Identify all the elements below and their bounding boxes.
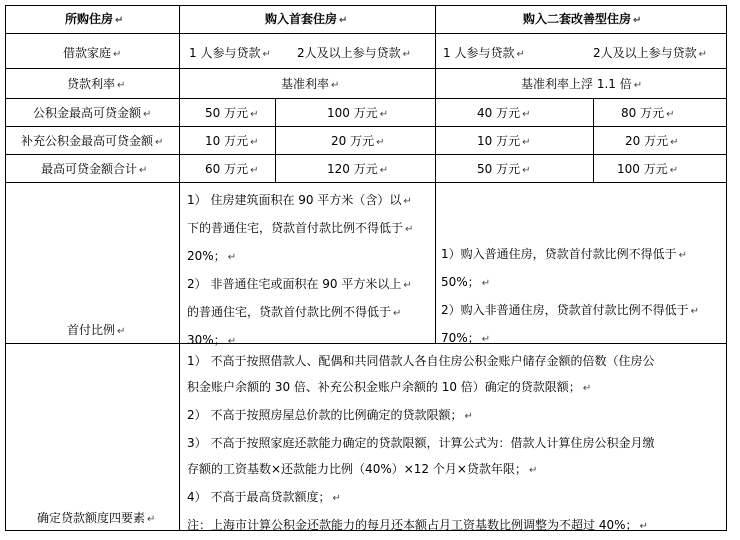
family-second-single-text: 1 人参与贷款 [443, 46, 515, 60]
down-payment-first-line [187, 271, 413, 299]
down-payment-first-home [187, 187, 413, 355]
rate-first-home-text: 基准利率 [281, 77, 330, 91]
down-payment-first-line [187, 215, 413, 243]
spf-max-c-text: 10 万元 [477, 134, 521, 148]
paragraph-mark: ↵ [155, 137, 164, 148]
four-elements-line [187, 456, 654, 484]
paragraph-mark: ↵ [633, 80, 643, 91]
paragraph-mark: ↵ [528, 465, 538, 476]
spf-max-a-text: 10 万元 [205, 134, 249, 148]
dp-first-line-1: 下的普通住宅，贷款首付款比例不得低于 [187, 221, 404, 235]
down-payment-first-line [187, 299, 413, 327]
dp-first-line-3: 2） 非普通住宅或面积在 90 平方米以上 [187, 277, 402, 291]
pf-max-a-text: 50 万元 [205, 106, 249, 120]
family-second-multiple-text: 2人及以上参与贷款 [593, 46, 697, 60]
rate-first-home [281, 77, 339, 93]
paragraph-mark: ↵ [117, 80, 126, 91]
paragraph-mark: ↵ [678, 250, 688, 261]
paragraph-mark: ↵ [379, 165, 389, 176]
down-payment-second-line [441, 297, 699, 325]
total-max-c-text: 50 万元 [477, 162, 521, 176]
pf-max-c-text: 40 万元 [477, 106, 521, 120]
dp-second-line-3: 70%； [441, 331, 480, 345]
down-payment-first-line [187, 187, 413, 215]
down-payment-first-line [187, 243, 413, 271]
paragraph-mark: ↵ [379, 109, 389, 120]
paragraph-mark: ↵ [139, 165, 148, 176]
label-pf-max-text: 公积金最高可贷金额 [33, 106, 142, 120]
header-first-home-text: 购入首套住房 [265, 12, 338, 26]
paragraph-mark: ↵ [464, 411, 473, 422]
family-first-single-text: 1 人参与贷款 [189, 46, 261, 60]
four-elements-line [187, 484, 654, 512]
paragraph-mark: ↵ [403, 196, 412, 207]
rate-second-home [521, 77, 642, 93]
rule [5, 126, 727, 127]
family-first-single [189, 46, 271, 62]
rule [5, 33, 727, 34]
four-elements-line [187, 402, 654, 430]
spf-max-b-text: 20 万元 [331, 134, 375, 148]
total-max-a-text: 60 万元 [205, 162, 249, 176]
label-down-payment [67, 323, 125, 339]
paragraph-mark: ↵ [250, 109, 259, 120]
paragraph-mark: ↵ [339, 15, 348, 26]
total-max-d-text: 100 万元 [617, 162, 668, 176]
paragraph-mark: ↵ [227, 252, 237, 263]
label-loan-rate [67, 77, 125, 93]
elements-line-6: 注：上海市计算公积金还款能力的每月还本额占月工资基数比例调整为不超过 40%； [187, 518, 638, 532]
paragraph-mark: ↵ [250, 137, 259, 148]
paragraph-mark: ↵ [670, 137, 679, 148]
total-max-a [205, 162, 258, 178]
paragraph-mark: ↵ [332, 493, 341, 504]
spf-max-b [331, 134, 384, 150]
pf-max-a [205, 106, 258, 122]
rule [726, 5, 727, 531]
paragraph-mark: ↵ [113, 49, 122, 60]
label-total-max-text: 最高可贷金额合计 [41, 162, 138, 176]
paragraph-mark: ↵ [250, 165, 259, 176]
label-pf-max [33, 106, 151, 122]
paragraph-mark: ↵ [115, 15, 124, 26]
paragraph-mark: ↵ [522, 165, 531, 176]
label-total-max [41, 162, 147, 178]
label-borrowing-family [63, 46, 121, 62]
spf-max-a [205, 134, 258, 150]
four-elements-line [187, 348, 654, 374]
spf-max-d [625, 134, 678, 150]
rule [435, 5, 436, 344]
rule [5, 5, 727, 6]
label-spf-max-text: 补充公积金最高可贷金额 [21, 134, 154, 148]
rule [179, 5, 180, 531]
paragraph-mark: ↵ [481, 278, 491, 289]
elements-line-3: 3） 不高于按照家庭还款能力确定的贷款限额，计算公式为：借款人计算住房公积金月缴 [187, 436, 655, 450]
paragraph-mark: ↵ [403, 280, 412, 291]
down-payment-second-line [441, 269, 699, 297]
down-payment-second-line [441, 241, 699, 269]
label-four-elements-text: 确定贷款额度四要素 [37, 511, 146, 525]
housing-loan-table [5, 5, 727, 531]
rule [593, 98, 594, 183]
four-elements-line [187, 374, 654, 402]
label-loan-rate-text: 贷款利率 [67, 77, 116, 91]
header-housing-type [65, 12, 123, 28]
paragraph-mark: ↵ [117, 326, 126, 337]
rule [275, 98, 276, 183]
total-max-d [617, 162, 678, 178]
family-first-multiple [297, 46, 411, 62]
dp-second-line-0: 1）购入普通住房，贷款首付款比例不得低于 [441, 247, 677, 261]
family-second-multiple [593, 46, 707, 62]
down-payment-second-home [441, 241, 699, 353]
four-elements-text [187, 348, 654, 540]
elements-line-1: 积金账户余额的 30 倍、补充公积金账户余额的 10 倍）确定的贷款限额； [187, 380, 581, 394]
label-spf-max [21, 134, 163, 150]
paragraph-mark: ↵ [262, 49, 271, 60]
paragraph-mark: ↵ [147, 514, 156, 525]
family-first-multiple-text: 2人及以上参与贷款 [297, 46, 401, 60]
dp-second-line-2: 2）购入非普通住房，贷款首付款比例不得低于 [441, 303, 689, 317]
paragraph-mark: ↵ [522, 137, 531, 148]
spf-max-d-text: 20 万元 [625, 134, 669, 148]
dp-first-line-5: 30%； [187, 333, 226, 347]
paragraph-mark: ↵ [143, 109, 152, 120]
dp-first-line-4: 的普通住宅，贷款首付款比例不得低于 [187, 305, 392, 319]
label-borrowing-family-text: 借款家庭 [63, 46, 112, 60]
label-down-payment-text: 首付比例 [67, 323, 116, 337]
rule [5, 182, 727, 183]
elements-line-5: 4） 不高于最高贷款额度； [187, 490, 331, 504]
dp-first-line-2: 20%； [187, 249, 226, 263]
pf-max-c [477, 106, 530, 122]
paragraph-mark: ↵ [393, 308, 402, 319]
paragraph-mark: ↵ [227, 336, 237, 347]
total-max-b [327, 162, 388, 178]
pf-max-b [327, 106, 388, 122]
paragraph-mark: ↵ [405, 224, 414, 235]
header-housing-type-text: 所购住房 [65, 12, 114, 26]
label-four-elements [37, 511, 155, 527]
paragraph-mark: ↵ [402, 49, 412, 60]
elements-line-4: 存额的工资基数×还款能力比例（40%）×12 个月×贷款年限； [187, 462, 527, 476]
dp-second-line-1: 50%； [441, 275, 480, 289]
paragraph-mark: ↵ [481, 334, 491, 345]
elements-line-2: 2） 不高于按照房屋总价款的比例确定的贷款限额； [187, 408, 463, 422]
paragraph-mark: ↵ [669, 165, 679, 176]
pf-max-d [621, 106, 674, 122]
paragraph-mark: ↵ [639, 521, 648, 532]
paragraph-mark: ↵ [666, 109, 675, 120]
paragraph-mark: ↵ [516, 49, 525, 60]
rule [5, 154, 727, 155]
rule [5, 5, 6, 531]
paragraph-mark: ↵ [698, 49, 708, 60]
header-second-home [523, 12, 641, 28]
paragraph-mark: ↵ [331, 80, 340, 91]
paragraph-mark: ↵ [690, 306, 700, 317]
rule [5, 68, 727, 69]
paragraph-mark: ↵ [376, 137, 385, 148]
spf-max-c [477, 134, 530, 150]
rule [5, 98, 727, 99]
header-first-home [265, 12, 347, 28]
paragraph-mark: ↵ [633, 15, 642, 26]
paragraph-mark: ↵ [522, 109, 531, 120]
total-max-c [477, 162, 530, 178]
dp-first-line-0: 1） 住房建筑面积在 90 平方米（含）以 [187, 193, 402, 207]
four-elements-line [187, 430, 654, 456]
pf-max-d-text: 80 万元 [621, 106, 665, 120]
paragraph-mark: ↵ [582, 383, 592, 394]
elements-line-0: 1） 不高于按照借款人、配偶和共同借款人各自住房公积金账户储存金额的倍数（住房公 [187, 354, 655, 368]
header-second-home-text: 购入二套改善型住房 [523, 12, 632, 26]
total-max-b-text: 120 万元 [327, 162, 378, 176]
rate-second-home-text: 基准利率上浮 1.1 倍 [521, 77, 632, 91]
pf-max-b-text: 100 万元 [327, 106, 378, 120]
family-second-single [443, 46, 525, 62]
